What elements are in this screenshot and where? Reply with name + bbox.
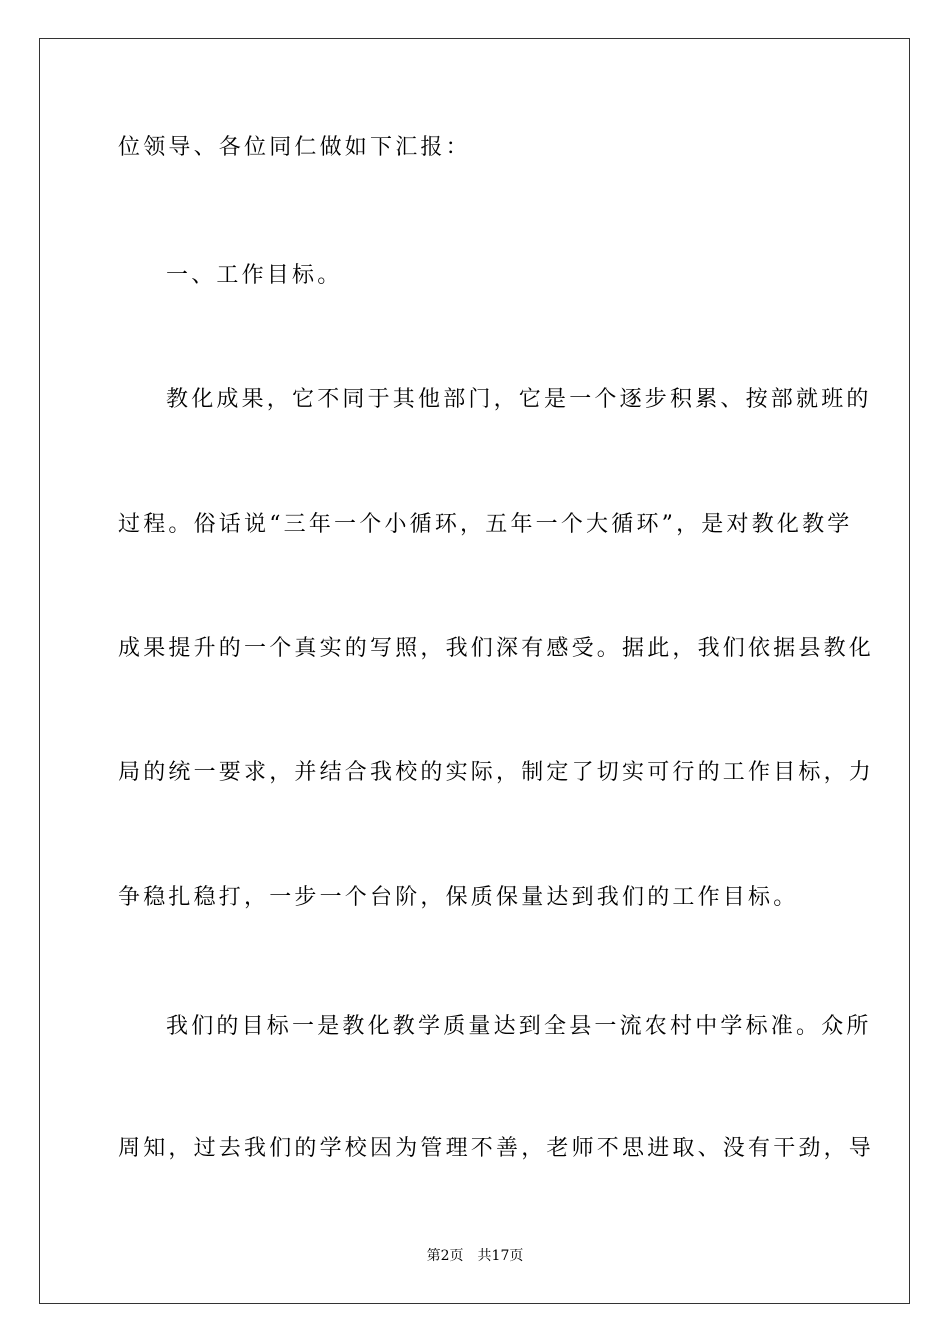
page-footer — [0, 1247, 950, 1265]
body-line: 成果提升的一个真实的写照，我们深有感受。据此，我们依据县教化 — [118, 636, 875, 661]
body-line: 局的统一要求，并结合我校的实际，制定了切实可行的工作目标，力 — [118, 760, 875, 785]
section-heading: 一、工作目标。 — [166, 263, 343, 288]
body-line: 周知，过去我们的学校因为管理不善，老师不思进取、没有干劲，导 — [118, 1136, 875, 1161]
body-line: 位领导、各位同仁做如下汇报： — [118, 135, 471, 160]
body-line: 争稳扎稳打，一步一个台阶，保质保量达到我们的工作目标。 — [118, 885, 799, 910]
body-line: 我们的目标一是教化教学质量达到全县一流农村中学标准。众所 — [166, 1014, 872, 1039]
body-line: 过程。俗话说“三年一个小循环，五年一个大循环”，是对教化教学 — [118, 512, 853, 537]
page-number: 第2页 — [426, 1248, 464, 1264]
body-line: 教化成果，它不同于其他部门，它是一个逐步积累、按部就班的 — [166, 387, 872, 412]
page-border — [39, 38, 910, 1304]
page-total: 共17页 — [477, 1248, 524, 1264]
